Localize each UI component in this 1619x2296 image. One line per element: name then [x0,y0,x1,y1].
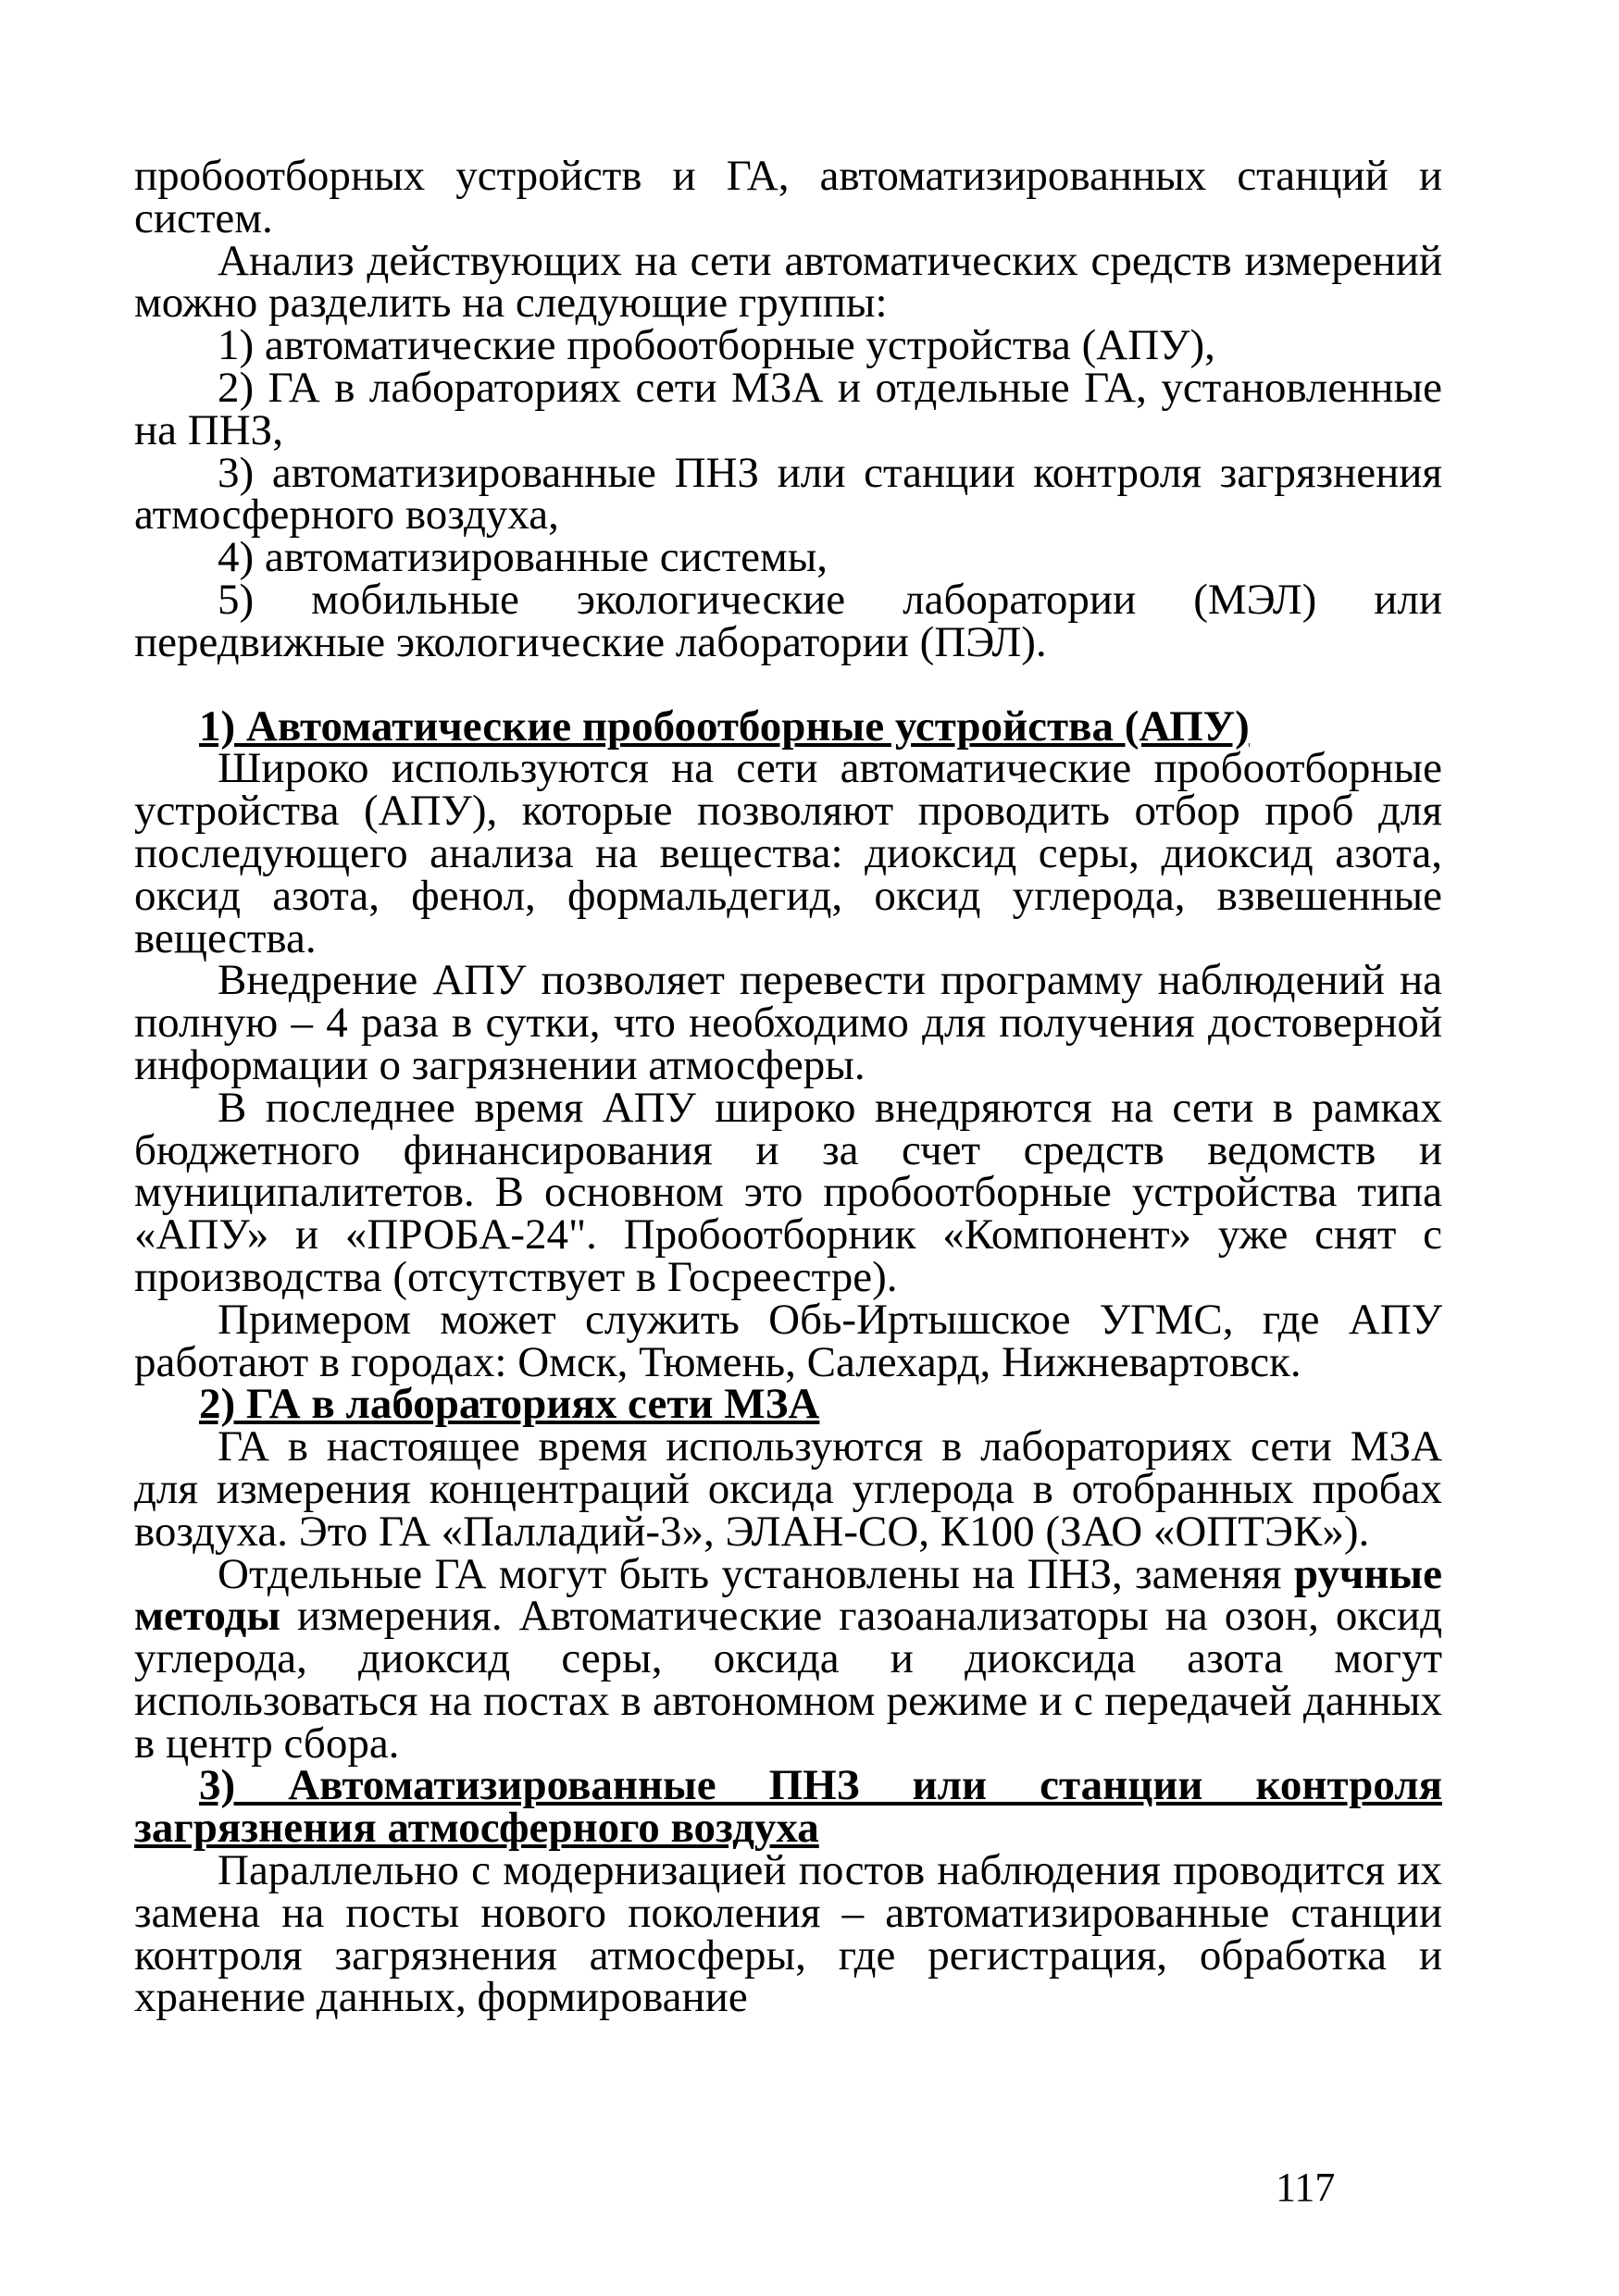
section-1-paragraph-2: Внедрение АПУ позволяет перевести программу наблюдений на полную – 4 раза в сутки, что необходимо для получения достоверной информации о загрязнении атмосферы. [134,956,1442,1089]
section-1-paragraph-4: Примером может служить Обь-Иртышское УГМС, где АПУ работают в городах: Омск, Тюмень, Салехард, Нижневартовск. [134,1295,1442,1386]
section-2-paragraph-2-start: Отдельные ГА могут быть установлены на ПНЗ, заменяя [218,1549,1294,1598]
page-number: 117 [1276,2165,1336,2210]
list-item-1: 1) автоматические пробоотборные устройства (АПУ), [218,321,1215,370]
blank-line [134,664,1442,706]
page-body [134,152,1442,2022]
section-2-paragraph-2 [134,1549,1442,1768]
section-2-heading: 2) ГА в лабораториях сети МЗА [199,1380,820,1429]
section-1-paragraph-1: Широко используются на сети автоматические пробоотборные устройства (АПУ), которые позволяют проводить отбор проб для последующего анализа на вещества: диоксид серы, диоксид азота, оксид азота, фенол, формальдегид, оксид углерода, взвешенные вещества. [134,744,1442,962]
section-1-paragraph-3: В последнее время АПУ широко внедряются на сети в рамках бюджетного финансирования и за счет средств ведомств и муниципалитетов. В основном это пробоотборные устройства типа «АПУ» и «ПРОБА-24". Пробоотборник «Компонент» уже снят с производства (отсутствует в Госреестре). [134,1083,1442,1301]
list-item-3: 3) автоматизированные ПНЗ или станции контроля загрязнения атмосферного воздуха, [134,448,1442,540]
intro-paragraph-continuation: пробоотборных устройств и ГА, автоматизированных станций и систем. [134,152,1442,242]
section-2-paragraph-1: ГА в настоящее время используются в лабораториях сети МЗА для измерения концентраций оксида углерода в отобранных пробах воздуха. Это ГА «Палладий-3», ЭЛАН-СО, К100 (ЗАО «ОПТЭК»). [134,1422,1442,1556]
section-2-paragraph-2-end: измерения. Автоматические газоанализаторы на озон, оксид углерода, диоксид серы, оксида и диоксида азота могут использоваться на постах в автономном режиме и с передачей данных в центр сбора. [134,1592,1442,1768]
section-3-paragraph-1: Параллельно с модернизацией постов наблюдения проводится их замена на посты нового поколения – автоматизированные станции контроля загрязнения атмосферы, где регистрация, обработка и хранение данных, формирование [134,1846,1442,2022]
list-item-5: 5) мобильные экологические лаборатории (МЭЛ) или передвижные экологические лаборатории (ПЭЛ). [134,575,1442,666]
list-item-2: 2) ГА в лабораториях сети МЗА и отдельные ГА, установленные на ПНЗ, [134,363,1442,454]
section-3-heading: 3) Автоматизированные ПНЗ или станции контроля загрязнения атмосферного воздуха [134,1761,1442,1853]
list-item-4: 4) автоматизированные системы, [218,533,828,582]
section-1-heading: 1) Автоматические пробоотборные устройства (АПУ) [199,701,1250,751]
intro-paragraph-analysis: Анализ действующих на сети автоматических средств измерений можно разделить на следующие группы: [134,236,1442,328]
emphasis-manual-methods: ручные методы [134,1549,1442,1641]
